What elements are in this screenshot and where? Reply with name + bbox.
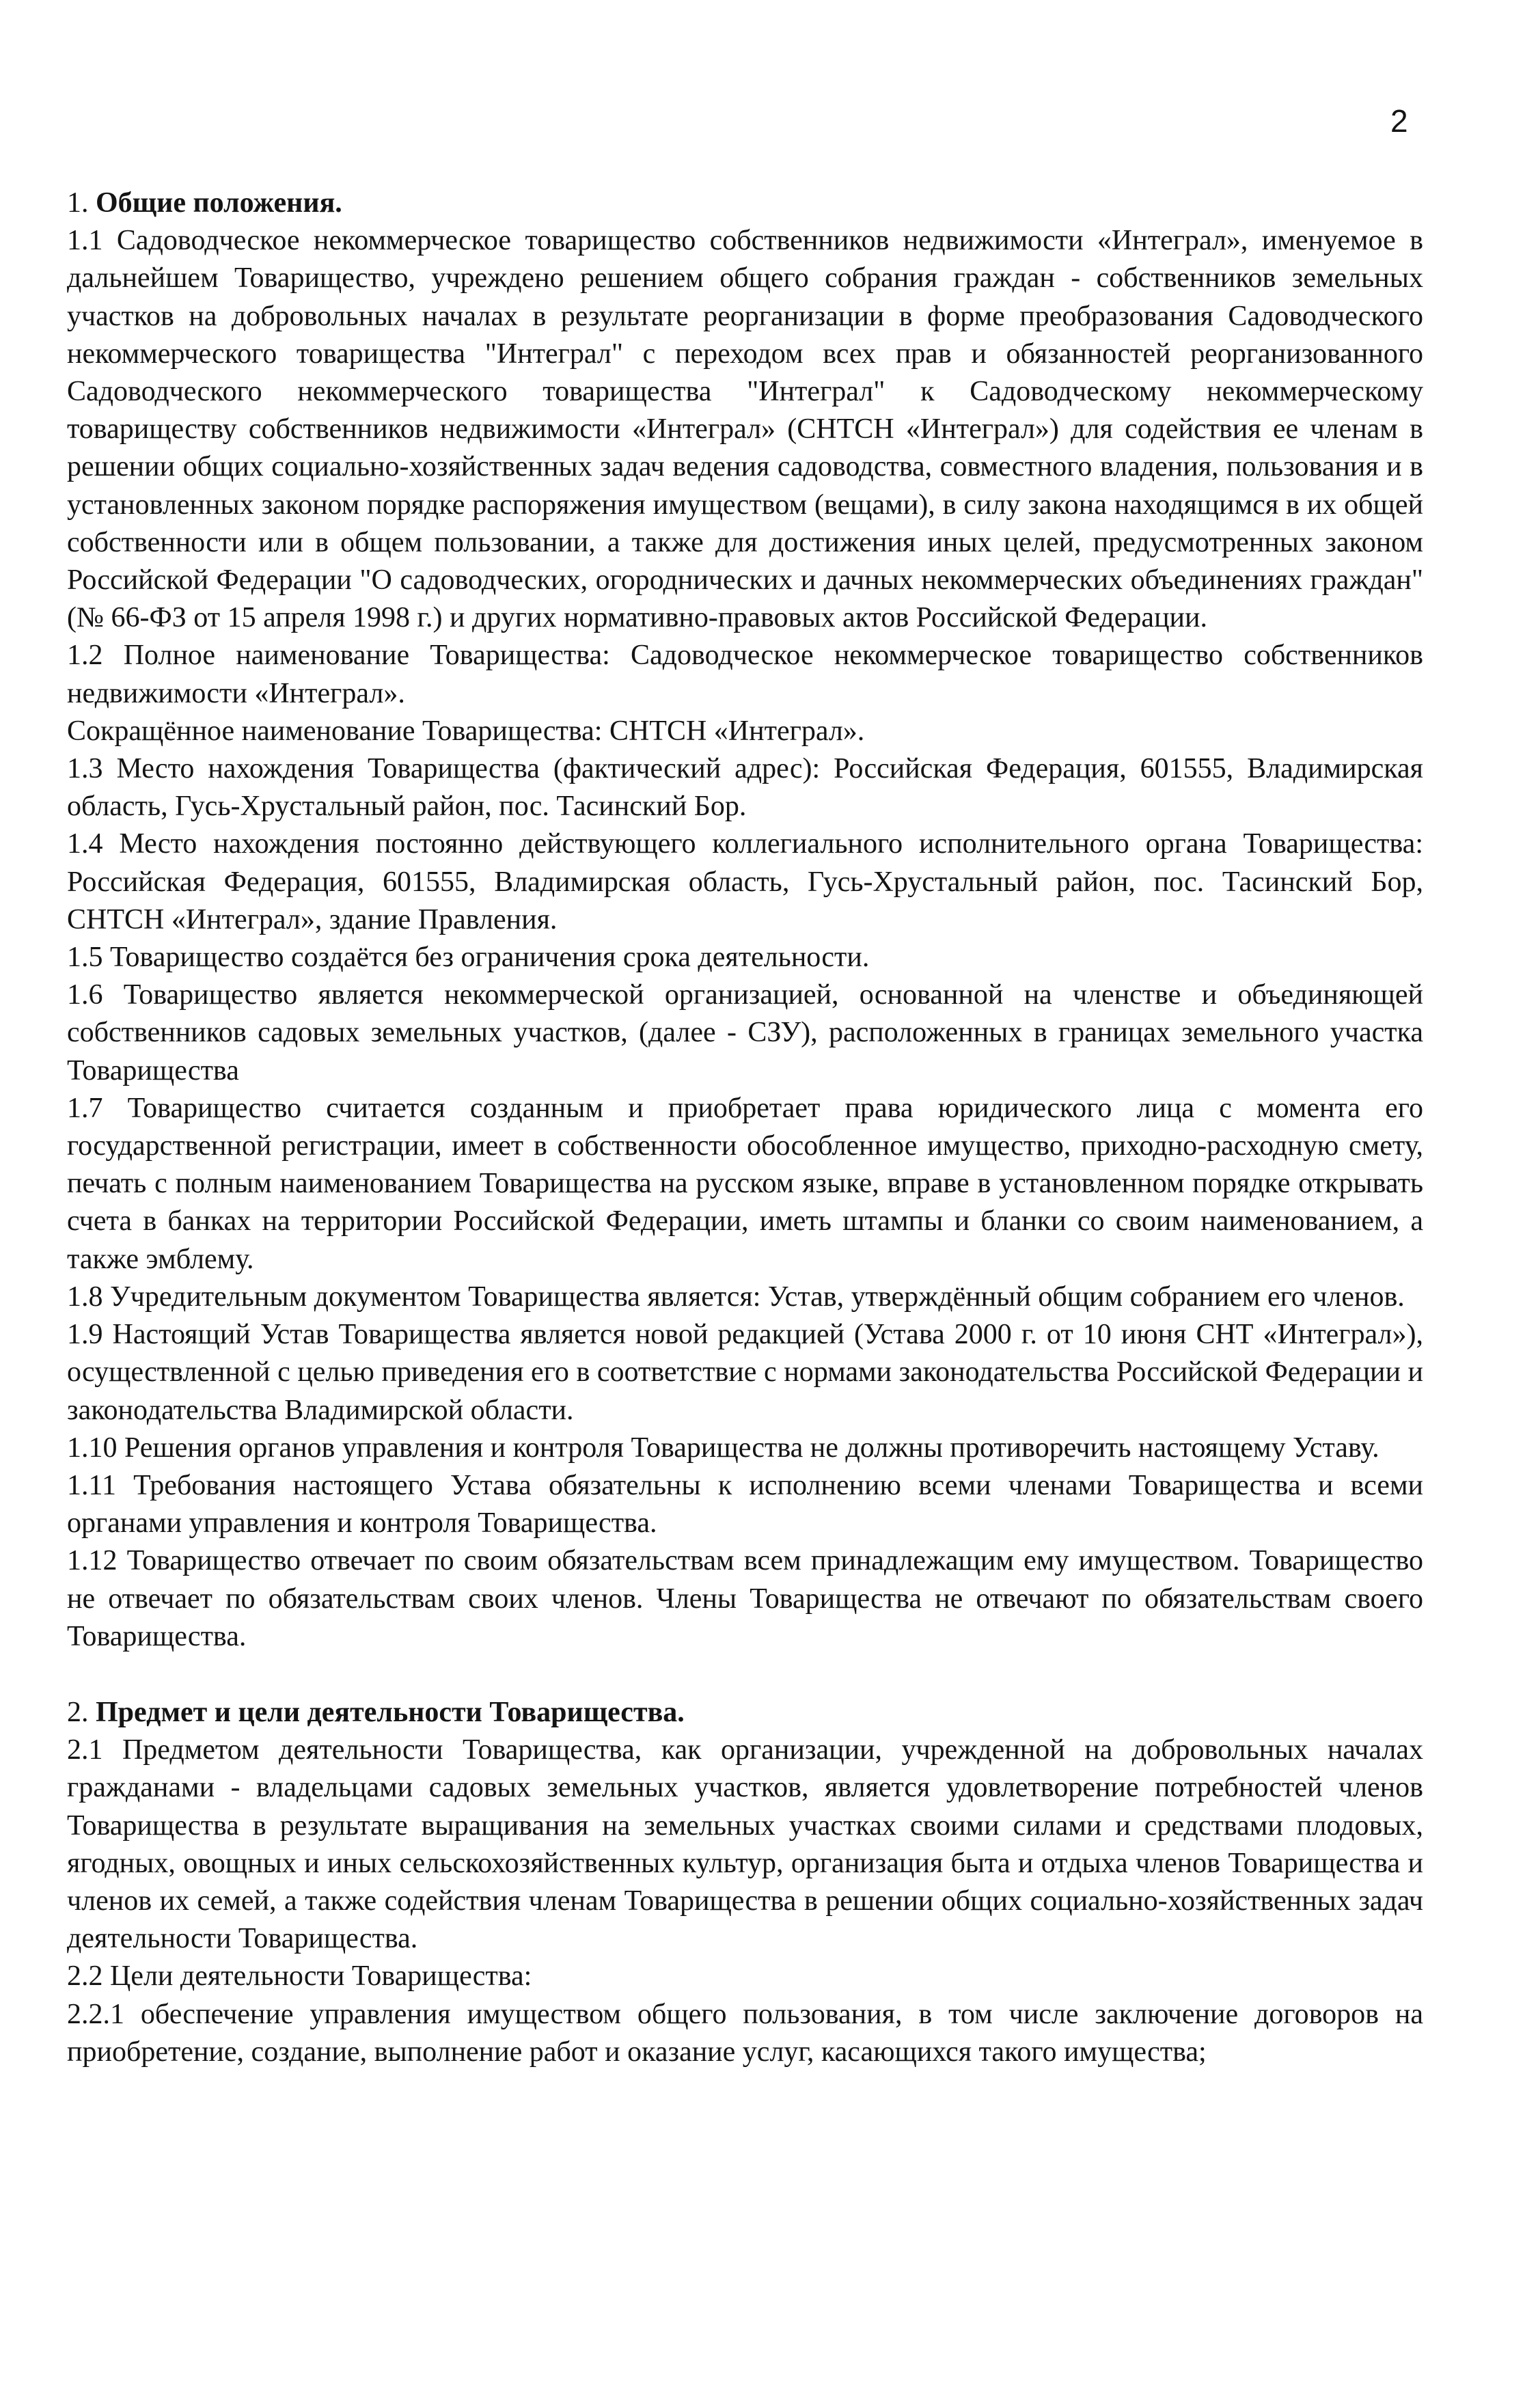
paragraph-2-2: 2.2 Цели деятельности Товарищества:	[67, 1960, 532, 1993]
paragraph-1-1: 1.1 Садоводческое некоммерческое товарищество собственников недвижимости «Интеграл», именуемое в дальнейшем Товарищество, учреждено решением общего собрания граждан - собственников земельных участков на добровольных началах в результате реорганизации в форме преобразования Садоводческого некоммерческого товарищества "Интеграл" с переходом всех прав и обязанностей реорганизованного Садоводческого некоммерческого товарищества "Интеграл" к Садоводческому некоммерческому товариществу собственников недвижимости «Интеграл» (СНТСН «Интеграл») для содействия ее членам в решении общих социально-хозяйственных задач ведения садоводства, совместного владения, пользования и в установленных законом порядке распоряжения имуществом (вещами), в силу закона находящимся в их общей собственности или в общем пользовании, а также для достижения иных целей, предусмотренных законом Российской Федерации "О садоводческих, огороднических и дачных некоммерческих объединениях граждан" (№ 66-ФЗ от 15 апреля 1998 г.) и других нормативно-правовых актов Российской Федерации.	[67, 225, 1423, 634]
paragraph-1-6: 1.6 Товарищество является некоммерческой организацией, основанной на членстве и объединяющей собственников садовых земельных участков, (далее - СЗУ), расположенных в границах земельного участка Товарищества	[67, 979, 1423, 1086]
section-2	[67, 1694, 1423, 2071]
section-spacer	[67, 1656, 1423, 1694]
document-body	[67, 184, 1423, 2071]
paragraph-1-5: 1.5 Товарищество создаётся без ограничения срока деятельности.	[67, 942, 870, 974]
paragraph-2-1: 2.1 Предметом деятельности Товарищества, как организации, учрежденной на добровольных началах гражданами - владельцами садовых земельных участков, является удовлетворение потребностей членов Товарищества в результате выращивания на земельных участках своими силами и средствами плодовых, ягодных, овощных и иных сельскохозяйственных культур, организация быта и отдыха членов Товарищества и членов их семей, а также содействия членам Товарищества в решении общих социально-хозяйственных задач деятельности Товарищества.	[67, 1734, 1423, 1955]
paragraph-1-10: 1.10 Решения органов управления и контроля Товарищества не должны противоречить настоящему Уставу.	[67, 1432, 1379, 1464]
paragraph-1-12: 1.12 Товарищество отвечает по своим обязательствам всем принадлежащим ему имуществом. Товарищество не отвечает по обязательствам своих членов. Члены Товарищества не отвечают по обязательствам своего Товарищества.	[67, 1545, 1423, 1652]
paragraph-1-8: 1.8 Учредительным документом Товарищества является: Устав, утверждённый общим собранием его членов.	[67, 1281, 1405, 1313]
paragraph-1-4: 1.4 Место нахождения постоянно действующего коллегиального исполнительного органа Товарищества: Российская Федерация, 601555, Владимирская область, Гусь-Хрустальный район, пос. Тасинский Бор, СНТСН «Интеграл», здание Правления.	[67, 828, 1423, 935]
paragraph-1-3: 1.3 Место нахождения Товарищества (фактический адрес): Российская Федерация, 601555, Владимирская область, Гусь-Хрустальный район, пос. Тасинский Бор.	[67, 753, 1423, 823]
paragraph-short-name: Сокращённое наименование Товарищества: СНТСН «Интеграл».	[67, 715, 865, 747]
section-number: 2.	[67, 1696, 89, 1728]
paragraph-1-9: 1.9 Настоящий Устав Товарищества является новой редакцией (Устава 2000 г. от 10 июня СНТ «Интеграл»), осуществленной с целью приведения его в соответствие с нормами законодательства Российской Федерации и законодательства Владимирской области.	[67, 1319, 1423, 1426]
page-number: 2	[1390, 103, 1408, 139]
section-title: Общие положения.	[96, 187, 342, 219]
paragraph-1-2: 1.2 Полное наименование Товарищества: Садоводческое некоммерческое товарищество собственников недвижимости «Интеграл».	[67, 640, 1423, 709]
section-number: 1.	[67, 187, 89, 219]
section-1	[67, 184, 1423, 1656]
paragraph-1-11: 1.11 Требования настоящего Устава обязательны к исполнению всеми членами Товарищества и всеми органами управления и контроля Товарищества.	[67, 1469, 1423, 1540]
section-title: Предмет и цели деятельности Товарищества.	[96, 1696, 685, 1728]
section-heading	[67, 184, 1423, 222]
paragraph-2-2-1: 2.2.1 обеспечение управления имуществом общего пользования, в том числе заключение договоров на приобретение, создание, выполнение работ и оказание услуг, касающихся такого имущества;	[67, 1998, 1423, 2068]
section-heading	[67, 1694, 1423, 1732]
paragraph-1-7: 1.7 Товарищество считается созданным и приобретает права юридического лица с момента его государственной регистрации, имеет в собственности обособленное имущество, приходно-расходную смету, печать с полным наименованием Товарищества на русском языке, вправе в установленном порядке открывать счета в банках на территории Российской Федерации, иметь штампы и бланки со своим наименованием, а также эмблему.	[67, 1092, 1423, 1275]
